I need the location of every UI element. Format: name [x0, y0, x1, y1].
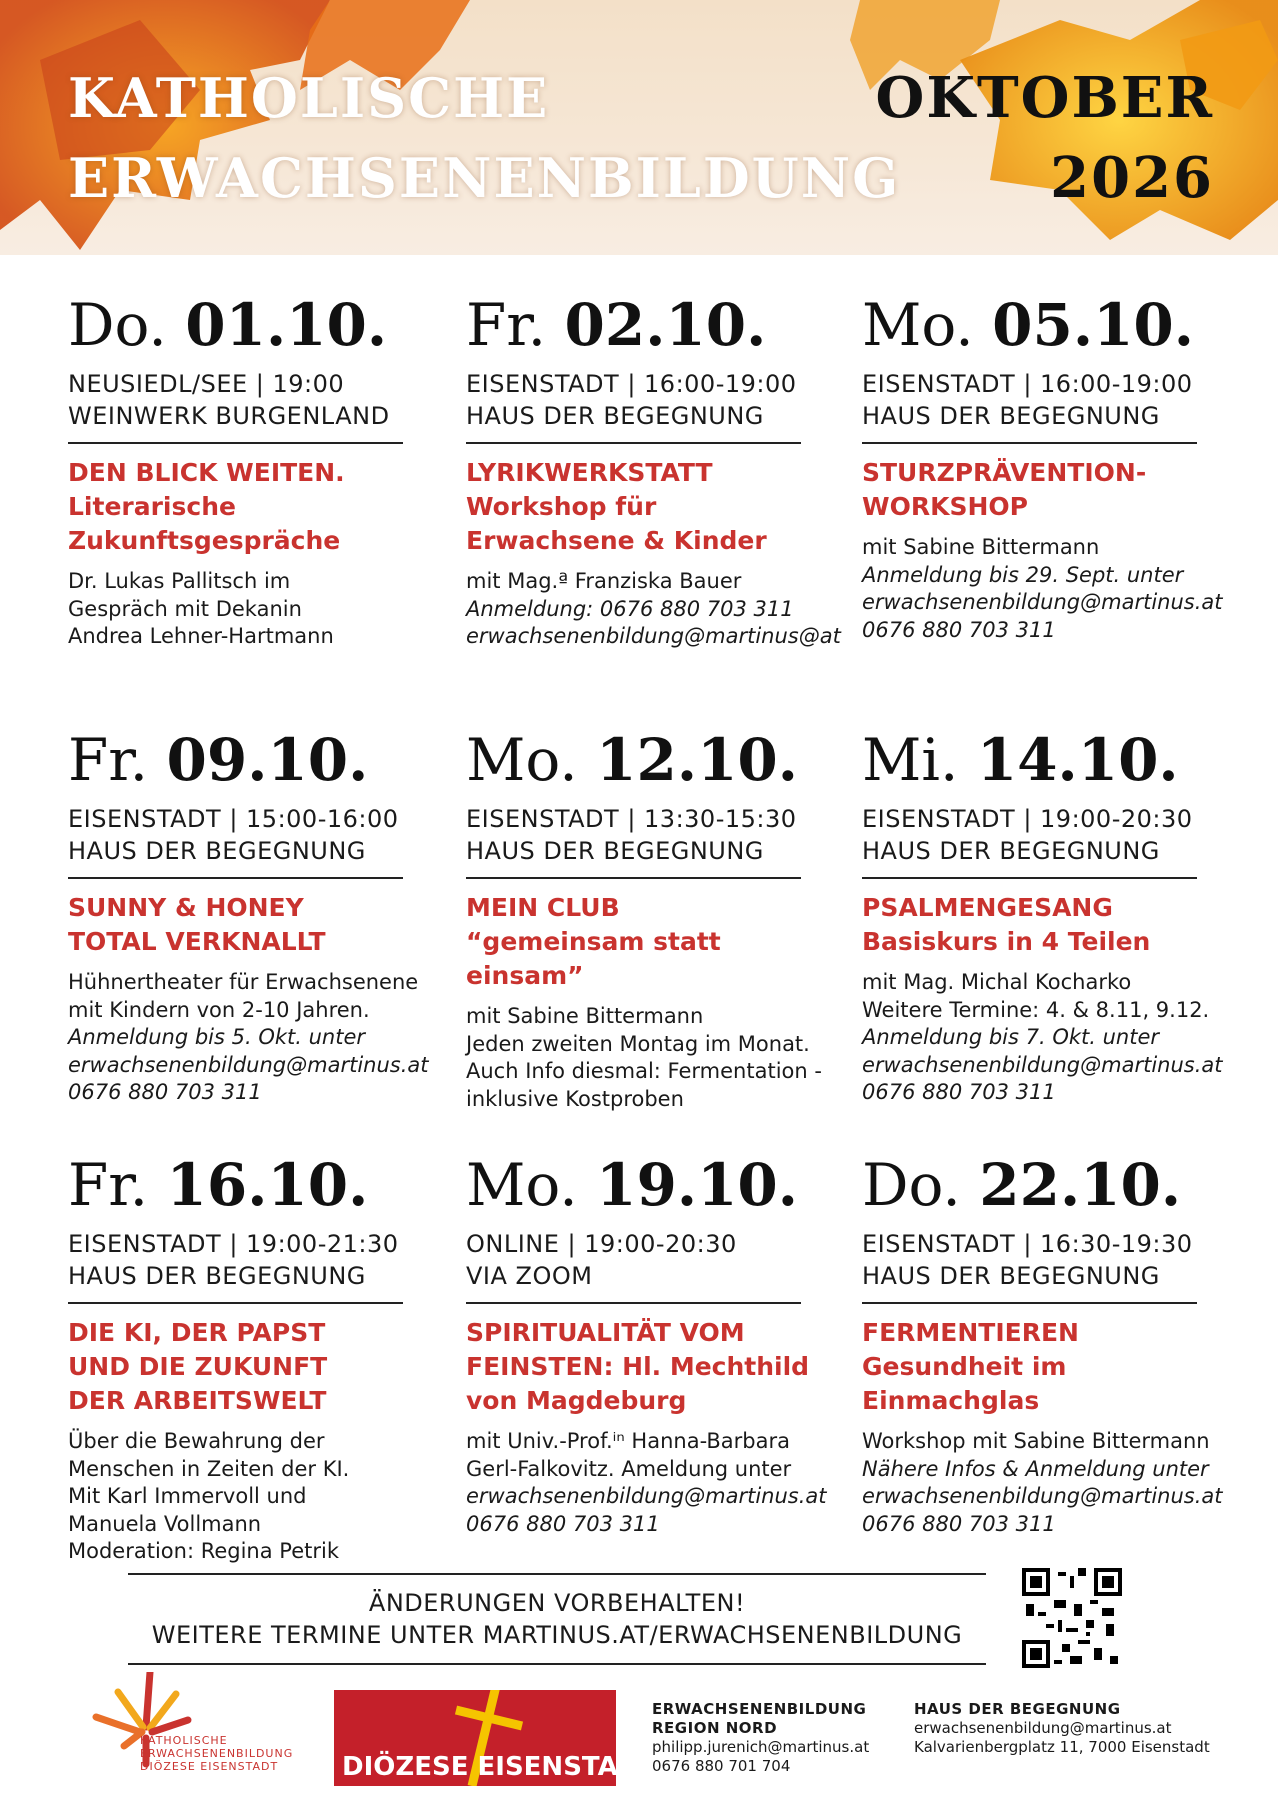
keb-logo [88, 1672, 294, 1792]
header-year: 2026 [1050, 145, 1214, 211]
event-title [466, 456, 846, 558]
event-desc-line: erwachsenenbildung@martinus.at [862, 1484, 1223, 1508]
contact-address: Kalvarienbergplatz 11, 7000 Eisenstadt [914, 1738, 1210, 1756]
event-location: EISENSTADT | 16:00-19:00 HAUS DER BEGEGNUNG [466, 368, 801, 444]
event-title-line: Workshop für [466, 492, 657, 521]
event-card [862, 290, 1242, 644]
event-card [68, 725, 448, 1107]
qr-code[interactable] [1022, 1568, 1122, 1668]
event-title-line: MEIN CLUB [466, 893, 620, 922]
event-description [862, 1428, 1242, 1538]
event-desc-line: mit Mag.ª Franziska Bauer [466, 569, 742, 593]
diozese-logo [334, 1690, 658, 1786]
contact-haus-der-begegnung: HAUS DER BEGEGNUNG erwachsenenbildung@martinus.at Kalvarienbergplatz 11, 7000 Eisenstadt [914, 1700, 1210, 1756]
event-description [862, 969, 1242, 1107]
event-date [466, 1150, 846, 1220]
event-title-line: SPIRITUALITÄT VOM [466, 1318, 745, 1347]
event-day-number: 22.10. [979, 1151, 1182, 1219]
event-location: EISENSTADT | 13:30-15:30 HAUS DER BEGEGNUNG [466, 803, 801, 879]
footer-notice-line2[interactable]: WEITERE TERMINE UNTER MARTINUS.AT/ERWACHSENENBILDUNG [151, 1621, 963, 1649]
event-desc-line: mit Univ.-Prof.ⁱⁿ Hanna-Barbara [466, 1429, 791, 1453]
event-title-line: STURZPRÄVENTION- [862, 458, 1147, 487]
event-desc-line: Andrea Lehner-Hartmann [68, 624, 334, 648]
event-date [466, 290, 846, 360]
event-desc-line: mit Kindern von 2-10 Jahren. [68, 997, 370, 1022]
event-description [862, 534, 1242, 644]
event-title-line: Erwachsene & Kinder [466, 526, 767, 555]
header-month-name: OKTOBER [875, 65, 1214, 131]
event-weekday: Fr. [68, 726, 149, 794]
event-desc-line: 0676 880 703 311 [68, 1080, 262, 1104]
event-title-line: Basiskurs in 4 Teilen [862, 927, 1151, 956]
event-desc-line: Anmeldung bis 29. Sept. unter [862, 562, 1184, 587]
event-description [466, 1003, 846, 1113]
header-title-line2: ERWACHSENENBILDUNG [68, 146, 901, 210]
event-title-line: UND DIE ZUKUNFT [68, 1352, 328, 1381]
event-desc-line: Gespräch mit Dekanin [68, 596, 302, 621]
event-desc-line: Anmeldung: 0676 880 703 311 [466, 596, 794, 621]
event-card [68, 290, 448, 651]
event-title-line: FERMENTIEREN [862, 1318, 1079, 1347]
header-month [876, 58, 1214, 218]
event-desc-line: erwachsenenbildung@martinus@at [466, 624, 841, 648]
event-desc-line: Workshop mit Sabine Bittermann [862, 1429, 1210, 1453]
event-title-line: Zukunftsgespräche [68, 526, 341, 555]
event-weekday: Mo. [466, 1151, 578, 1219]
event-desc-line: Menschen in Zeiten der KI. [68, 1456, 350, 1481]
event-desc-line: Anmeldung bis 5. Okt. unter [68, 1025, 366, 1049]
event-date [68, 1150, 448, 1220]
event-day-number: 16.10. [166, 1151, 369, 1219]
event-weekday: Mo. [862, 291, 974, 359]
contact-email-link[interactable]: erwachsenenbildung@martinus.at [914, 1719, 1172, 1737]
event-description [68, 568, 448, 651]
event-title [68, 1316, 448, 1418]
event-day-number: 05.10. [992, 291, 1194, 359]
event-day-number: 09.10. [166, 726, 369, 794]
event-weekday: Do. [862, 1151, 961, 1219]
event-date [862, 290, 1242, 360]
event-location: EISENSTADT | 16:30-19:30 HAUS DER BEGEGNUNG [862, 1228, 1197, 1304]
event-title-line: DER ARBEITSWELT [68, 1386, 327, 1415]
event-title-line: DIE KI, DER PAPST [68, 1318, 326, 1347]
event-desc-line: Moderation: Regina Petrik [68, 1539, 339, 1563]
event-desc-line: Nähere Infos & Anmeldung unter [862, 1456, 1209, 1481]
event-desc-line: mit Mag. Michal Kocharko [862, 970, 1132, 994]
event-card [862, 1150, 1242, 1538]
event-weekday: Fr. [466, 291, 547, 359]
event-title-line: Literarische [68, 492, 236, 521]
event-title [862, 1316, 1242, 1418]
event-desc-line: erwachsenenbildung@martinus.at [68, 1052, 429, 1077]
event-title-line: von Magdeburg [466, 1386, 687, 1415]
event-title-line: FEINSTEN: Hl. Mechthild [466, 1352, 810, 1381]
event-title [68, 891, 448, 959]
event-card [68, 1150, 448, 1566]
event-description [68, 969, 448, 1107]
contact-phone: 0676 880 701 704 [652, 1757, 791, 1775]
event-day-number: 19.10. [596, 1151, 798, 1219]
event-title-line: Gesundheit im [862, 1352, 1067, 1381]
event-title-line: DEN BLICK WEITEN. [68, 458, 345, 487]
event-location: EISENSTADT | 16:00-19:00 HAUS DER BEGEGNUNG [862, 368, 1197, 444]
event-location: NEUSIEDL/SEE | 19:00 WEINWERK BURGENLAND [68, 368, 403, 444]
event-day-number: 01.10. [185, 291, 388, 359]
event-date [862, 1150, 1242, 1220]
event-weekday: Mi. [862, 726, 959, 794]
event-title-line: LYRIKWERKSTATT [466, 458, 713, 487]
event-title-line: PSALMENGESANG [862, 893, 1113, 922]
diozese-logo-text: DIÖZESE EISENSTADT [342, 1752, 658, 1782]
event-card [466, 290, 846, 651]
event-title-line: TOTAL VERKNALLT [68, 927, 326, 956]
event-desc-line: Mit Karl Immervoll und [68, 1484, 307, 1508]
event-date [862, 725, 1242, 795]
footer-notice [128, 1573, 986, 1665]
event-desc-line: Auch Info diesmal: Fermentation - [466, 1059, 822, 1083]
keb-logo-text: KATHOLISCHE ERWACHSENENBILDUNG DIÖZESE EISENSTADT [140, 1734, 294, 1773]
event-desc-line: Gerl-Falkovitz. Ameldung unter [466, 1456, 792, 1481]
event-desc-line: 0676 880 703 311 [862, 1511, 1056, 1536]
event-location: EISENSTADT | 15:00-16:00 HAUS DER BEGEGNUNG [68, 803, 403, 879]
event-desc-line: inklusive Kostproben [466, 1086, 684, 1111]
event-date [68, 290, 448, 360]
event-desc-line: 0676 880 703 311 [862, 617, 1056, 642]
event-card [466, 725, 846, 1113]
event-desc-line: 0676 880 703 311 [466, 1511, 660, 1536]
event-desc-line: Jeden zweiten Montag im Monat. [466, 1031, 810, 1056]
event-title [862, 456, 1242, 524]
event-desc-line: Anmeldung bis 7. Okt. unter [862, 1025, 1160, 1049]
event-description [68, 1428, 448, 1566]
event-desc-line: erwachsenenbildung@martinus.at [862, 590, 1223, 614]
event-location: EISENSTADT | 19:00-20:30 HAUS DER BEGEGNUNG [862, 803, 1197, 879]
event-weekday: Do. [68, 291, 167, 359]
event-desc-line: Hühnertheater für Erwachsenene [68, 970, 419, 994]
event-desc-line: Über die Bewahrung der [68, 1429, 325, 1453]
header-banner [0, 0, 1278, 255]
event-location: ONLINE | 19:00-20:30 VIA ZOOM [466, 1228, 801, 1304]
event-weekday: Mo. [466, 726, 578, 794]
contact-email-link[interactable]: philipp.jurenich@martinus.at [652, 1738, 870, 1756]
event-title [68, 456, 448, 558]
event-date [68, 725, 448, 795]
event-day-number: 02.10. [564, 291, 767, 359]
event-title-line: Einmachglas [862, 1386, 1040, 1415]
event-description [466, 568, 846, 651]
event-desc-line: Weitere Termine: 4. & 8.11, 9.12. [862, 997, 1210, 1022]
header-title-line1: KATHOLISCHE [68, 66, 550, 130]
event-description [466, 1428, 846, 1538]
event-desc-line: erwachsenenbildung@martinus.at [466, 1484, 827, 1508]
event-location: EISENSTADT | 19:00-21:30 HAUS DER BEGEGNUNG [68, 1228, 403, 1304]
event-card [862, 725, 1242, 1107]
event-desc-line: Dr. Lukas Pallitsch im [68, 569, 291, 593]
event-title [466, 891, 846, 993]
event-title [466, 1316, 846, 1418]
event-desc-line: mit Sabine Bittermann [466, 1004, 704, 1028]
footer-notice-line1: ÄNDERUNGEN VORBEHALTEN! [368, 1589, 746, 1617]
event-desc-line: mit Sabine Bittermann [862, 535, 1100, 559]
event-day-number: 14.10. [976, 726, 1179, 794]
event-weekday: Fr. [68, 1151, 149, 1219]
event-date [466, 725, 846, 795]
event-desc-line: 0676 880 703 311 [862, 1080, 1056, 1104]
event-desc-line: erwachsenenbildung@martinus.at [862, 1052, 1223, 1077]
event-title-line: SUNNY & HONEY [68, 893, 304, 922]
event-title-line: WORKSHOP [862, 492, 1028, 521]
event-desc-line: Manuela Vollmann [68, 1511, 262, 1536]
event-title-line: “gemeinsam statt einsam” [466, 927, 721, 990]
event-title [862, 891, 1242, 959]
event-day-number: 12.10. [596, 726, 798, 794]
event-card [466, 1150, 846, 1538]
contact-region-nord: ERWACHSENENBILDUNG REGION NORD philipp.jurenich@martinus.at 0676 880 701 704 [652, 1700, 870, 1775]
header-title [68, 58, 900, 218]
